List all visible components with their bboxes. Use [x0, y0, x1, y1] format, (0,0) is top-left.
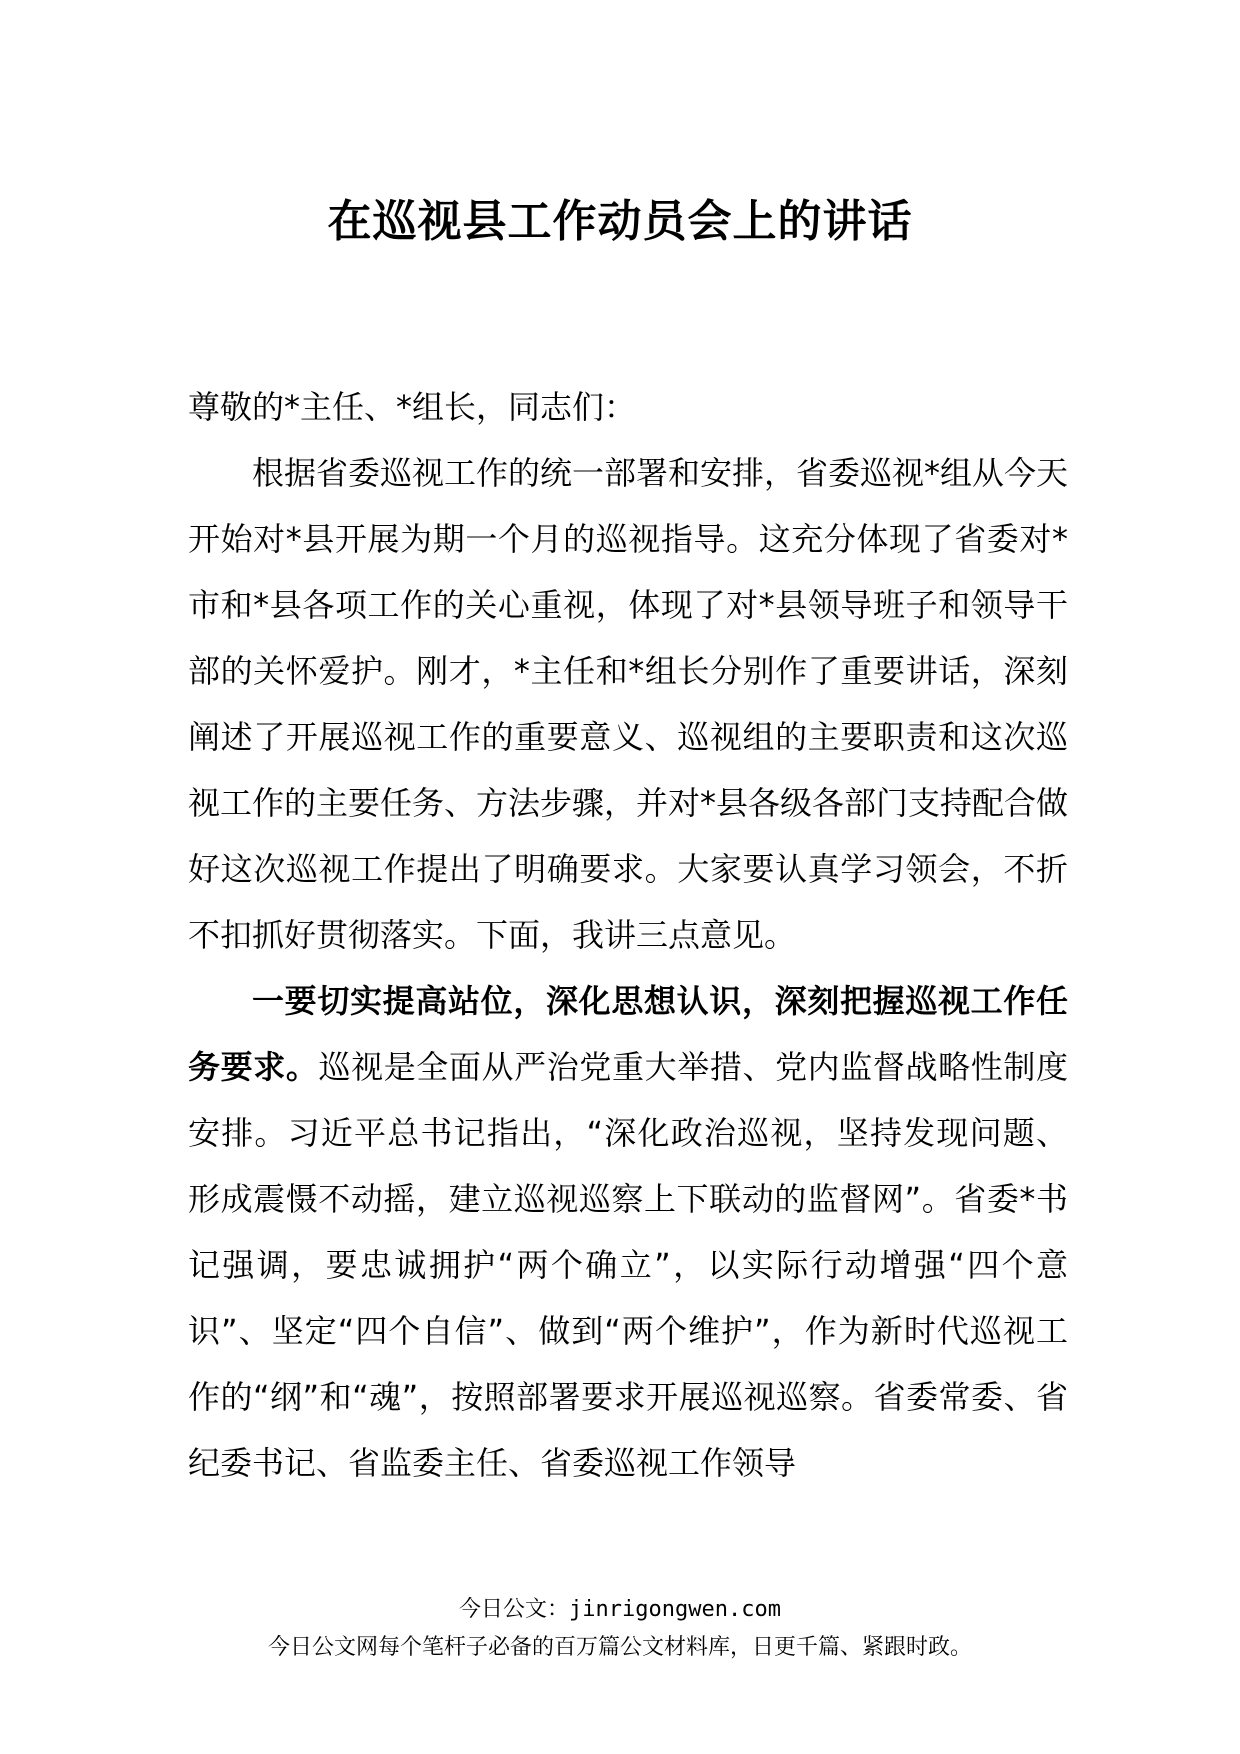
paragraph-2-body: 巡视是全面从严治党重大举措、党内监督战略性制度安排。习近平总书记指出，“深化政治巡视，坚持发现问题、形成震慑不动摇，建立巡视巡察上下联动的监督网”。省委*书记强调，要忠诚拥护“两个确立”，以实际行动增强“四个意识”、坚定“四个自信”、做到“两个维护”，作为新时代巡视工作的“纲”和“魂”，按照部署要求开展巡视巡察。省委常委、省纪委书记、省监委主任、省委巡视工作领导: [188, 1048, 1068, 1482]
paragraph-2: [188, 968, 1068, 1496]
salutation: 尊敬的*主任、*组长，同志们：: [188, 388, 637, 426]
footer-label: 今日公文：: [459, 1597, 570, 1622]
paragraph-1: 根据省委巡视工作的统一部署和安排，省委巡视*组从今天开始对*县开展为期一个月的巡视指导。这充分体现了省委对*市和*县各项工作的关心重视，体现了对*县领导班子和领导干部的关怀爱护。刚才，*主任和*组长分别作了重要讲话，深刻阐述了开展巡视工作的重要意义、巡视组的主要职责和这次巡视工作的主要任务、方法步骤，并对*县各级各部门支持配合做好这次巡视工作提出了明确要求。大家要认真学习领会，不折不扣抓好贯彻落实。下面，我讲三点意见。: [188, 454, 1069, 954]
footer-tagline: 今日公文网每个笔杆子必备的百万篇公文材料库，日更千篇、紧跟时政。: [267, 1635, 972, 1660]
document-body: [188, 374, 1068, 1496]
document-title: 在巡视县工作动员会上的讲话: [327, 196, 913, 247]
footer-site-line: [0, 1592, 1240, 1623]
footer-site-link[interactable]: jinrigongwen.com: [569, 1597, 781, 1622]
paragraph-2-heading: 一要切实提高站位，深化思想认识，深刻把握巡视工作任务要求。: [188, 982, 1068, 1086]
